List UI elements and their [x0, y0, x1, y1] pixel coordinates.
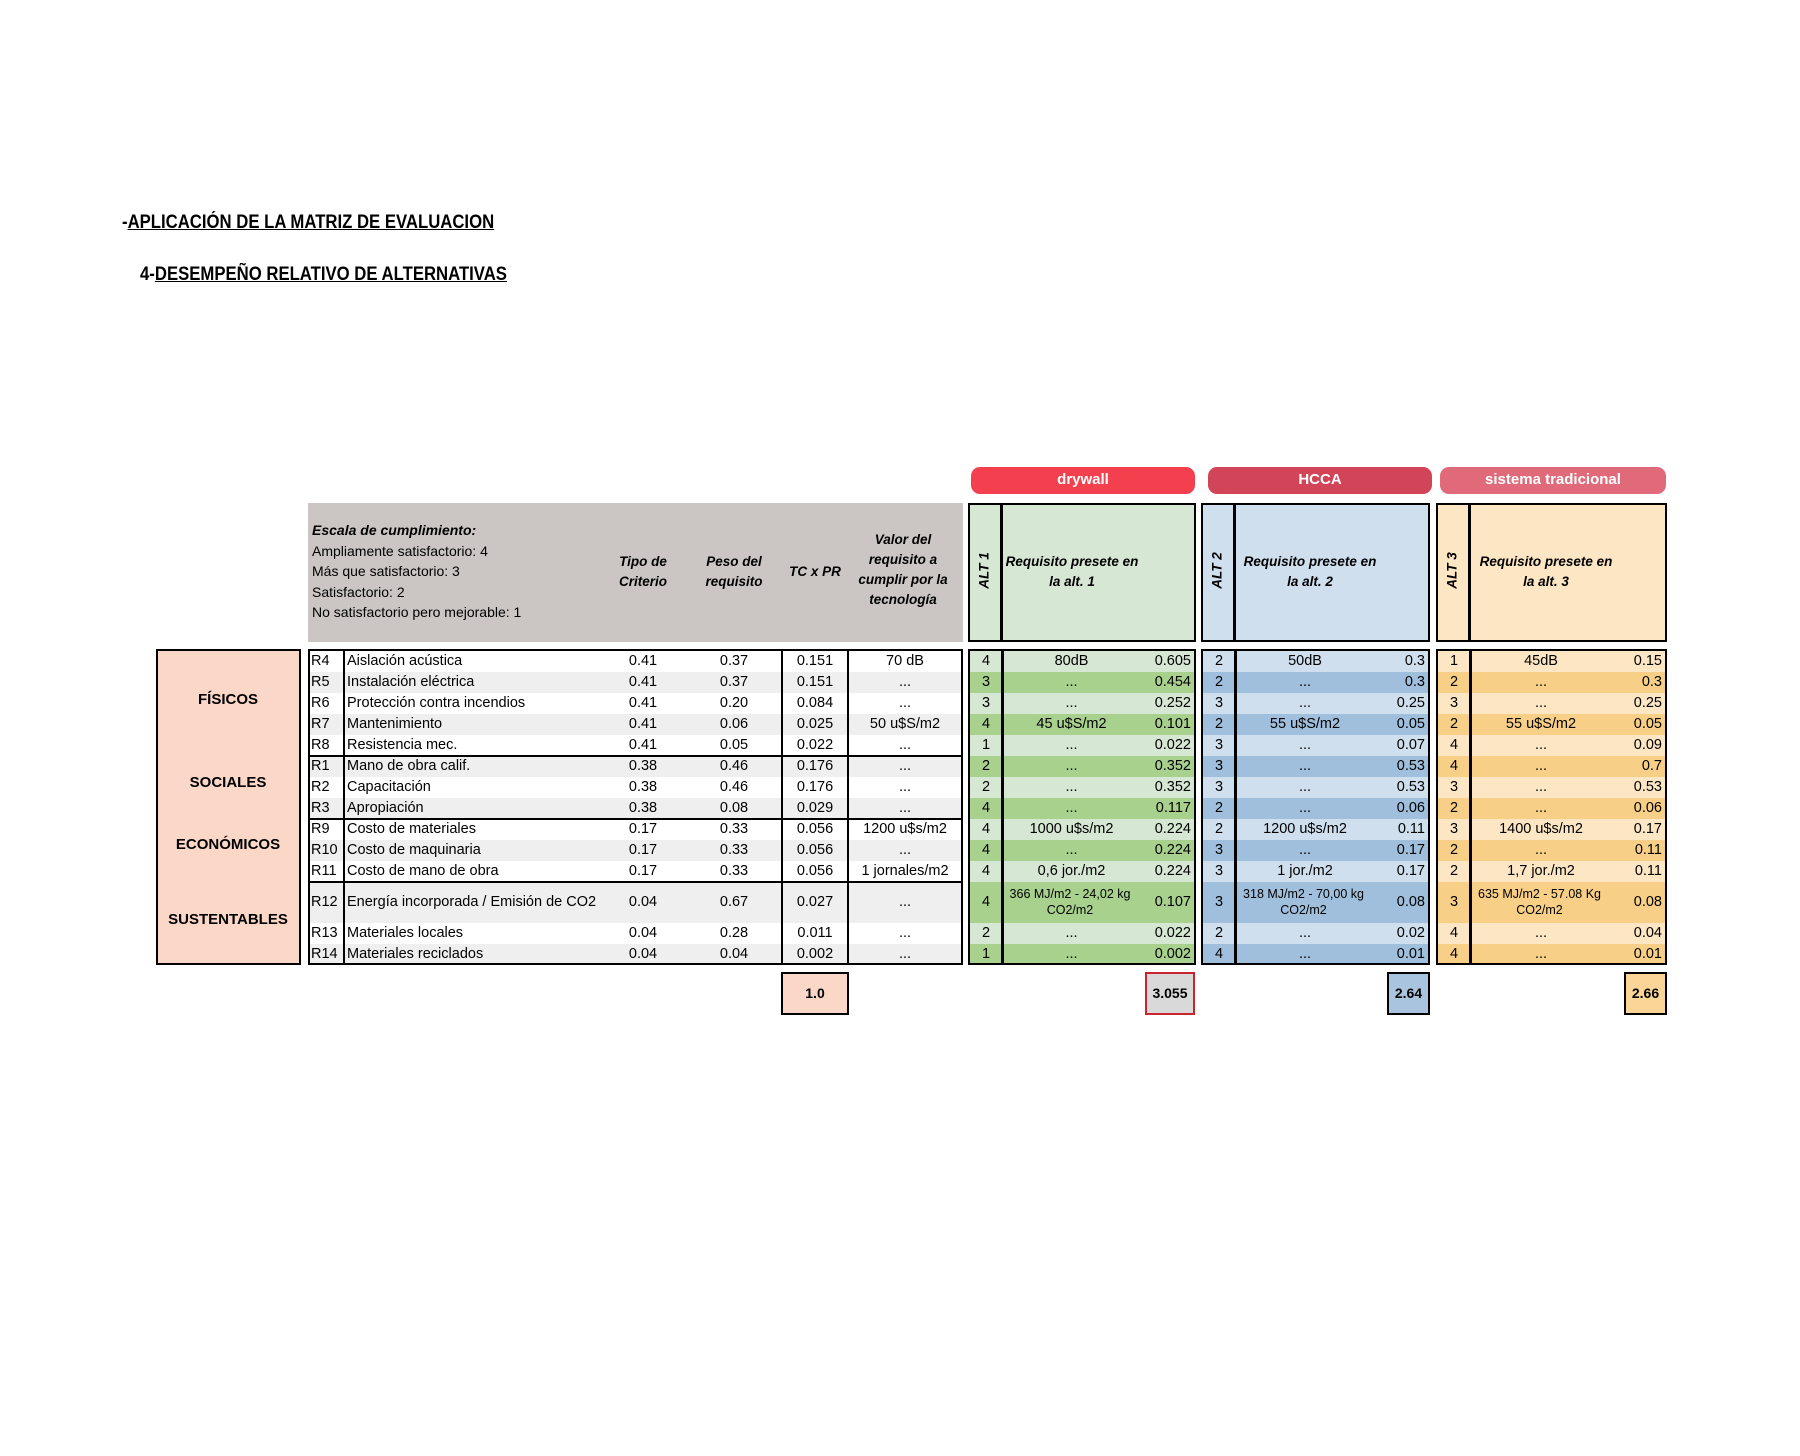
row-code: R9 — [311, 821, 330, 837]
alt3-requirement: ... — [1534, 674, 1548, 690]
row-code: R6 — [311, 695, 330, 711]
alt3-requirement: ... — [1534, 695, 1548, 711]
alt3-score: 3 — [1449, 695, 1459, 711]
row-peso: 0.20 — [719, 695, 749, 711]
row-tcpr: 0.022 — [796, 737, 834, 753]
alt2-score: 3 — [1214, 737, 1224, 753]
row-code: R13 — [311, 925, 338, 941]
alt1-value: 0.224 — [1154, 821, 1191, 837]
row-peso: 0.05 — [719, 737, 749, 753]
row-tcpr: 0.151 — [796, 653, 834, 669]
row-tipo: 0.04 — [628, 925, 658, 941]
row-tcpr: 0.176 — [796, 779, 834, 795]
row-valor: ... — [898, 695, 912, 711]
row-tipo: 0.41 — [628, 653, 658, 669]
col-header-valor: Valor del requisito a cumplir por la tecnología — [858, 532, 948, 607]
alt2-score: 2 — [1214, 653, 1224, 669]
alt-pill-tradicional: sistema tradicional — [1440, 467, 1666, 494]
alt1-requirement: ... — [1065, 737, 1078, 753]
alt2-requirement: ... — [1298, 758, 1312, 774]
alt3-requirement: ... — [1534, 758, 1548, 774]
alt1-value: 0.101 — [1154, 716, 1191, 732]
legend — [312, 520, 521, 623]
legend-line: Más que satisfactorio: 3 — [312, 563, 460, 579]
alt2-value: 0.11 — [1397, 821, 1425, 837]
row-peso: 0.04 — [719, 946, 749, 962]
row-name: Instalación eléctrica — [347, 674, 475, 690]
alt1-requirement: ... — [1065, 842, 1078, 858]
alt2-score: 2 — [1214, 716, 1224, 732]
alt1-score: 4 — [981, 863, 991, 879]
row-valor: 50 u$S/m2 — [869, 716, 941, 732]
alt2-requirement: ... — [1298, 842, 1312, 858]
alt1-score: 3 — [981, 695, 991, 711]
row-valor: 1 jornales/m2 — [861, 863, 949, 879]
alt3-score-divider — [1469, 649, 1472, 965]
alt1-score: 2 — [981, 925, 991, 941]
row-code: R14 — [311, 946, 338, 962]
alt3-requirement: ... — [1534, 925, 1548, 941]
alt1-score: 1 — [981, 737, 991, 753]
alt2-value: 0.53 — [1396, 779, 1425, 795]
group-divider — [308, 755, 963, 757]
row-tipo: 0.17 — [628, 863, 658, 879]
alt3-score: 2 — [1449, 842, 1459, 858]
alt2-requirement: ... — [1298, 779, 1312, 795]
row-tcpr: 0.084 — [796, 695, 834, 711]
row-name: Aislación acústica — [347, 653, 463, 669]
alt3-requirement: ... — [1534, 800, 1548, 816]
alt1-value: 0.224 — [1154, 863, 1191, 879]
row-code: R12 — [311, 894, 338, 910]
alt3-value: 0.17 — [1633, 821, 1662, 837]
alt3-value: 0.7 — [1641, 758, 1662, 774]
alt1-score: 4 — [981, 716, 991, 732]
row-peso: 0.06 — [719, 716, 749, 732]
alt3-requirement: 55 u$S/m2 — [1505, 716, 1577, 732]
row-tcpr: 0.056 — [796, 842, 834, 858]
alt2-score: 3 — [1214, 779, 1224, 795]
alt2-score-divider — [1234, 649, 1237, 965]
row-tcpr: 0.151 — [796, 674, 834, 690]
alt2-score: 4 — [1214, 946, 1224, 962]
alt1-value: 0.117 — [1155, 800, 1191, 816]
group-divider — [308, 818, 963, 820]
row-valor: ... — [898, 737, 912, 753]
alt1-value: 0.022 — [1154, 737, 1191, 753]
row-peso: 0.37 — [719, 653, 749, 669]
row-valor: ... — [898, 800, 912, 816]
row-tcpr: 0.011 — [797, 925, 833, 941]
alt3-score: 3 — [1449, 821, 1459, 837]
row-name: Mano de obra calif. — [347, 758, 471, 774]
legend-title: Escala de cumplimiento: — [312, 522, 477, 538]
category-economicos: ECONÓMICOS — [175, 836, 281, 853]
alt3-value: 0.25 — [1633, 695, 1662, 711]
category-sustentables: SUSTENTABLES — [168, 911, 288, 928]
row-name: Capacitación — [347, 779, 431, 795]
alt1-requirement: 80dB — [1054, 653, 1089, 669]
legend-line: Satisfactorio: 2 — [312, 583, 405, 600]
alt2-score: 3 — [1214, 758, 1224, 774]
alt3-value: 0.53 — [1633, 779, 1662, 795]
row-tipo: 0.04 — [628, 946, 658, 962]
alt1-requirement: ... — [1065, 800, 1078, 816]
row-name: Mantenimiento — [347, 716, 443, 732]
alt3-score: 2 — [1449, 800, 1459, 816]
row-name: Costo de maquinaria — [347, 842, 481, 858]
row-peso: 0.67 — [719, 894, 749, 910]
alt1-score: 4 — [981, 894, 991, 910]
alt2-value: 0.17 — [1396, 863, 1425, 879]
row-valor: 1200 u$s/m2 — [863, 821, 947, 837]
alt2-value: 0.06 — [1396, 800, 1425, 816]
alt2-requirement: ... — [1298, 925, 1312, 941]
row-peso: 0.33 — [719, 821, 749, 837]
row-name: Costo de mano de obra — [347, 863, 499, 879]
row-tcpr: 0.029 — [796, 800, 834, 816]
alt1-score: 4 — [981, 842, 991, 858]
alt2-value: 0.05 — [1396, 716, 1425, 732]
row-code: R5 — [311, 674, 330, 690]
legend-line: No satisfactorio pero mejorable: 1 — [312, 604, 522, 620]
row-tcpr: 0.056 — [796, 821, 834, 837]
alt3-value: 0.04 — [1633, 925, 1662, 941]
alt1-requirement: ... — [1065, 758, 1078, 774]
alt2-requirement: 55 u$S/m2 — [1269, 716, 1341, 732]
alt1-score: 3 — [981, 674, 991, 690]
legend-line: Ampliamente satisfactorio: 4 — [312, 542, 488, 559]
alt1-score-divider — [1001, 649, 1004, 965]
alt2-value: 0.02 — [1396, 925, 1425, 941]
alt2-score: 2 — [1214, 821, 1224, 837]
alt3-score: 1 — [1449, 653, 1459, 669]
alt3-requirement: 635 MJ/m2 - 57.08 Kg CO2/m2 — [1478, 887, 1601, 917]
alt2-requirement: 1 jor./m2 — [1277, 863, 1333, 879]
alt1-score: 2 — [981, 758, 991, 774]
row-code: R3 — [311, 800, 330, 816]
row-tipo: 0.38 — [628, 800, 658, 816]
alt1-total: 3.055 — [1145, 972, 1195, 1015]
alt2-req-header: Requisito presete en la alt. 2 — [1243, 554, 1377, 589]
alt2-requirement: ... — [1298, 946, 1312, 962]
alt3-value: 0.15 — [1633, 653, 1662, 669]
alt2-value: 0.01 — [1396, 946, 1425, 962]
row-name: Resistencia mec. — [347, 737, 458, 753]
alt1-score: 2 — [981, 779, 991, 795]
alt2-label: ALT 2 — [1209, 552, 1225, 589]
group-divider — [308, 881, 963, 883]
code-column-box — [308, 649, 345, 965]
alt2-requirement: ... — [1298, 800, 1312, 816]
alt2-value: 0.25 — [1396, 695, 1425, 711]
alt3-total: 2.66 — [1624, 972, 1667, 1015]
alt1-req-header: Requisito presete en la alt. 1 — [1005, 554, 1139, 589]
alt2-score: 3 — [1214, 842, 1224, 858]
row-tipo: 0.38 — [628, 779, 658, 795]
alt1-requirement: ... — [1065, 779, 1078, 795]
alt2-score: 2 — [1214, 674, 1224, 690]
alt1-value: 0.002 — [1154, 946, 1191, 962]
row-name: Apropiación — [347, 800, 424, 816]
alt2-requirement: ... — [1298, 737, 1312, 753]
row-tcpr: 0.176 — [796, 758, 834, 774]
row-tipo: 0.41 — [628, 674, 658, 690]
row-code: R7 — [311, 716, 330, 732]
row-code: R11 — [311, 863, 337, 879]
row-tipo: 0.17 — [628, 821, 658, 837]
row-name: Energía incorporada / Emisión de CO2 — [347, 894, 597, 910]
row-valor: ... — [898, 894, 912, 910]
alt3-value: 0.01 — [1633, 946, 1662, 962]
alt2-score: 3 — [1214, 863, 1224, 879]
row-tipo: 0.41 — [628, 716, 658, 732]
alt3-requirement: ... — [1534, 737, 1548, 753]
alt2-value: 0.17 — [1396, 842, 1425, 858]
alt2-value: 0.3 — [1404, 674, 1425, 690]
alt1-score: 4 — [981, 653, 991, 669]
row-peso: 0.33 — [719, 842, 749, 858]
alt1-score: 4 — [981, 821, 991, 837]
alt2-value: 0.53 — [1396, 758, 1425, 774]
alt3-score: 2 — [1449, 716, 1459, 732]
alt3-requirement: ... — [1534, 946, 1548, 962]
alt3-value: 0.09 — [1633, 737, 1662, 753]
alt1-requirement: ... — [1065, 695, 1078, 711]
row-tipo: 0.41 — [628, 695, 658, 711]
col-header-tcpr: TC x PR — [789, 564, 841, 579]
alt2-score: 2 — [1214, 925, 1224, 941]
row-code: R1 — [311, 758, 330, 774]
alt1-requirement: ... — [1065, 674, 1078, 690]
alt2-requirement: 50dB — [1288, 653, 1322, 669]
row-code: R8 — [311, 737, 330, 753]
alt3-score: 4 — [1449, 737, 1459, 753]
alt2-requirement: ... — [1298, 674, 1312, 690]
alt3-score: 2 — [1449, 674, 1459, 690]
row-code: R4 — [311, 653, 330, 669]
row-peso: 0.28 — [719, 925, 749, 941]
alt1-requirement: 366 MJ/m2 - 24,02 kg CO2/m2 — [1009, 887, 1131, 917]
row-peso: 0.37 — [719, 674, 749, 690]
tcpr-total: 1.0 — [781, 972, 849, 1015]
alt1-value: 0.022 — [1154, 925, 1191, 941]
criteria-box — [308, 649, 963, 965]
row-valor: ... — [898, 758, 912, 774]
row-valor: ... — [898, 946, 912, 962]
alt3-value: 0.06 — [1633, 800, 1662, 816]
alt2-requirement: 318 MJ/m2 - 70,00 kg CO2/m2 — [1243, 887, 1364, 917]
row-name: Materiales locales — [347, 925, 464, 941]
alt1-value: 0.454 — [1154, 674, 1191, 690]
alt3-score: 2 — [1449, 863, 1459, 879]
alt3-value: 0.05 — [1633, 716, 1662, 732]
row-valor: ... — [898, 674, 912, 690]
col-header-tipo: Tipo de Criterio — [618, 554, 667, 589]
row-code: R10 — [311, 842, 338, 858]
row-name: Costo de materiales — [347, 821, 476, 837]
alt2-score: 3 — [1214, 894, 1224, 910]
alt-pill-hcca: HCCA — [1208, 467, 1432, 494]
alt2-requirement: 1200 u$s/m2 — [1263, 821, 1347, 837]
alt2-value: 0.07 — [1396, 737, 1425, 753]
alt3-requirement: 1,7 jor./m2 — [1507, 863, 1575, 879]
alt3-value: 0.11 — [1634, 863, 1662, 879]
alt1-value: 0.352 — [1154, 779, 1191, 795]
alt3-score: 4 — [1449, 758, 1459, 774]
alt2-score: 3 — [1214, 695, 1224, 711]
row-valor: 70 dB — [886, 653, 924, 669]
alt3-requirement: ... — [1534, 842, 1548, 858]
alt3-score: 3 — [1449, 894, 1459, 910]
row-tcpr: 0.025 — [796, 716, 834, 732]
alt1-value: 0.107 — [1154, 894, 1191, 910]
alt2-value: 0.08 — [1396, 894, 1425, 910]
col-header-peso: Peso del requisito — [705, 554, 763, 589]
alt3-score: 4 — [1449, 925, 1459, 941]
alt1-requirement: 45 u$S/m2 — [1036, 716, 1107, 732]
alt1-requirement: ... — [1065, 946, 1078, 962]
alt3-score: 4 — [1449, 946, 1459, 962]
row-peso: 0.08 — [719, 800, 749, 816]
row-tipo: 0.04 — [628, 894, 658, 910]
alt2-requirement: ... — [1298, 695, 1312, 711]
alt1-requirement: 1000 u$s/m2 — [1029, 821, 1114, 837]
alt3-requirement: 1400 u$s/m2 — [1499, 821, 1583, 837]
alt3-value: 0.3 — [1641, 674, 1662, 690]
row-tcpr: 0.002 — [796, 946, 834, 962]
alt-pill-drywall: drywall — [971, 467, 1195, 494]
alt1-label: ALT 1 — [976, 552, 992, 589]
row-name: Protección contra incendios — [347, 695, 526, 711]
alt3-label: ALT 3 — [1444, 552, 1460, 589]
row-valor: ... — [898, 925, 912, 941]
row-tipo: 0.38 — [628, 758, 658, 774]
row-tipo: 0.41 — [628, 737, 658, 753]
alt2-score: 2 — [1214, 800, 1224, 816]
alt3-req-header: Requisito presete en la alt. 3 — [1479, 554, 1613, 589]
alt1-value: 0.352 — [1154, 758, 1191, 774]
alt1-requirement: ... — [1065, 925, 1078, 941]
row-tipo: 0.17 — [628, 842, 658, 858]
alt1-value: 0.224 — [1154, 842, 1191, 858]
section-subtitle: 4-DESEMPEÑO RELATIVO DE ALTERNATIVAS — [140, 264, 507, 285]
page-title: -APLICACIÓN DE LA MATRIZ DE EVALUACION — [122, 212, 495, 233]
alt1-value: 0.252 — [1154, 695, 1191, 711]
alt1-value: 0.605 — [1154, 653, 1191, 669]
alt2-value: 0.3 — [1404, 653, 1425, 669]
alt3-requirement: ... — [1534, 779, 1548, 795]
tcpr-column-box — [781, 649, 849, 965]
alt3-value: 0.08 — [1633, 894, 1662, 910]
row-tcpr: 0.056 — [796, 863, 834, 879]
row-peso: 0.46 — [719, 758, 749, 774]
alt1-requirement: 0,6 jor./m2 — [1037, 863, 1106, 879]
row-peso: 0.46 — [719, 779, 749, 795]
row-tcpr: 0.027 — [796, 894, 834, 910]
row-valor: ... — [898, 842, 912, 858]
row-peso: 0.33 — [719, 863, 749, 879]
row-name: Materiales reciclados — [347, 946, 484, 962]
category-sociales: SOCIALES — [189, 774, 267, 791]
row-valor: ... — [898, 779, 912, 795]
category-fisicos: FÍSICOS — [197, 691, 258, 708]
alt1-score: 1 — [981, 946, 991, 962]
row-code: R2 — [311, 779, 330, 795]
alt3-score: 3 — [1449, 779, 1459, 795]
alt3-requirement: 45dB — [1524, 653, 1558, 669]
alt2-total: 2.64 — [1387, 972, 1430, 1015]
alt3-value: 0.11 — [1634, 842, 1662, 858]
alt1-score: 4 — [981, 800, 991, 816]
